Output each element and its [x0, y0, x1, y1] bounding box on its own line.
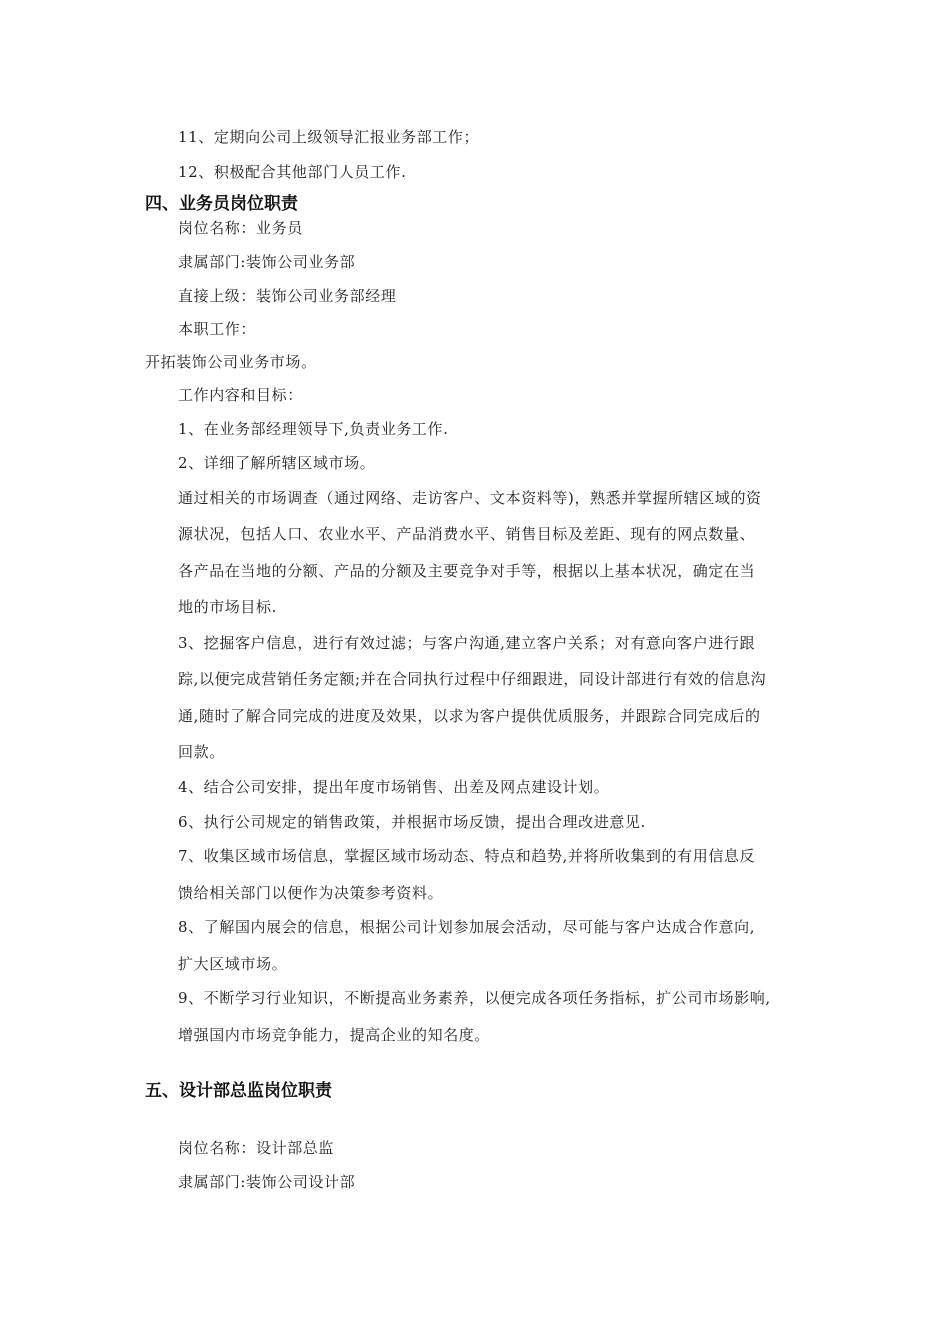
- duty-label: 本职工作：: [178, 320, 257, 338]
- duty-item-11: 11、定期向公司上级领导汇报业务部工作；: [178, 128, 480, 146]
- work-item-2-detail-line: 地的市场目标.: [178, 598, 277, 616]
- direct-superior: 直接上级：装饰公司业务部经理: [178, 287, 397, 305]
- work-item-2-detail-line: 源状况，包括人口、农业水平、产品消费水平、销售目标及差距、现有的网点数量、: [178, 525, 756, 543]
- work-item-2-detail-line: 各产品在当地的分额、产品的分额及主要竞争对手等，根据以上基本状况，确定在当: [178, 562, 756, 580]
- work-item-8-line: 8、了解国内展会的信息，根据公司计划参加展会活动，尽可能与客户达成合作意向,: [178, 918, 756, 936]
- post-name: 岗位名称：设计部总监: [178, 1139, 335, 1157]
- work-item-3-line: 通,随时了解合同完成的进度及效果，以求为客户提供优质服务，并跟踪合同完成后的: [178, 707, 761, 725]
- work-item-9-line: 增强国内市场竞争能力，提高企业的知名度。: [178, 1026, 491, 1044]
- work-item-3-line: 回款。: [178, 743, 225, 761]
- content-label: 工作内容和目标：: [178, 386, 303, 404]
- work-item-9-line: 9、不断学习行业知识，不断提高业务素养，以便完成各项任务指标，扩公司市场影响,: [178, 989, 771, 1007]
- work-item-3-line: 3、挖掘客户信息，进行有效过滤；与客户沟通,建立客户关系；对有意向客户进行跟: [178, 634, 756, 652]
- department: 隶属部门:装饰公司设计部: [178, 1173, 356, 1191]
- post-name: 岗位名称：业务员: [178, 219, 303, 237]
- work-item-6: 6、执行公司规定的销售政策，并根据市场反馈，提出合理改进意见.: [178, 813, 646, 831]
- work-item-3-line: 踪,以便完成营销任务定额;并在合同执行过程中仔细跟进，同设计部进行有效的信息沟: [178, 670, 767, 688]
- work-item-2-detail-line: 通过相关的市场调查（通过网络、走访客户、文本资料等)，熟悉并掌握所辖区域的资: [178, 489, 762, 507]
- work-item-2: 2、详细了解所辖区域市场。: [178, 454, 376, 472]
- work-item-7-line: 馈给相关部门以便作为决策参考资料。: [178, 884, 444, 902]
- section-heading-5: 五、设计部总监岗位职责: [145, 1081, 332, 1101]
- section-heading-4: 四、业务员岗位职责: [145, 194, 298, 214]
- work-item-4: 4、结合公司安排，提出年度市场销售、出差及网点建设计划。: [178, 778, 610, 796]
- duty-text: 开拓装饰公司业务市场。: [145, 353, 317, 371]
- duty-item-12: 12、积极配合其他部门人员工作.: [178, 163, 407, 181]
- work-item-1: 1、在业务部经理领导下,负责业务工作.: [178, 420, 449, 438]
- work-item-7-line: 7、收集区域市场信息，掌握区域市场动态、特点和趋势,并将所收集到的有用信息反: [178, 847, 756, 865]
- work-item-8-line: 扩大区域市场。: [178, 955, 288, 973]
- department: 隶属部门:装饰公司业务部: [178, 253, 356, 271]
